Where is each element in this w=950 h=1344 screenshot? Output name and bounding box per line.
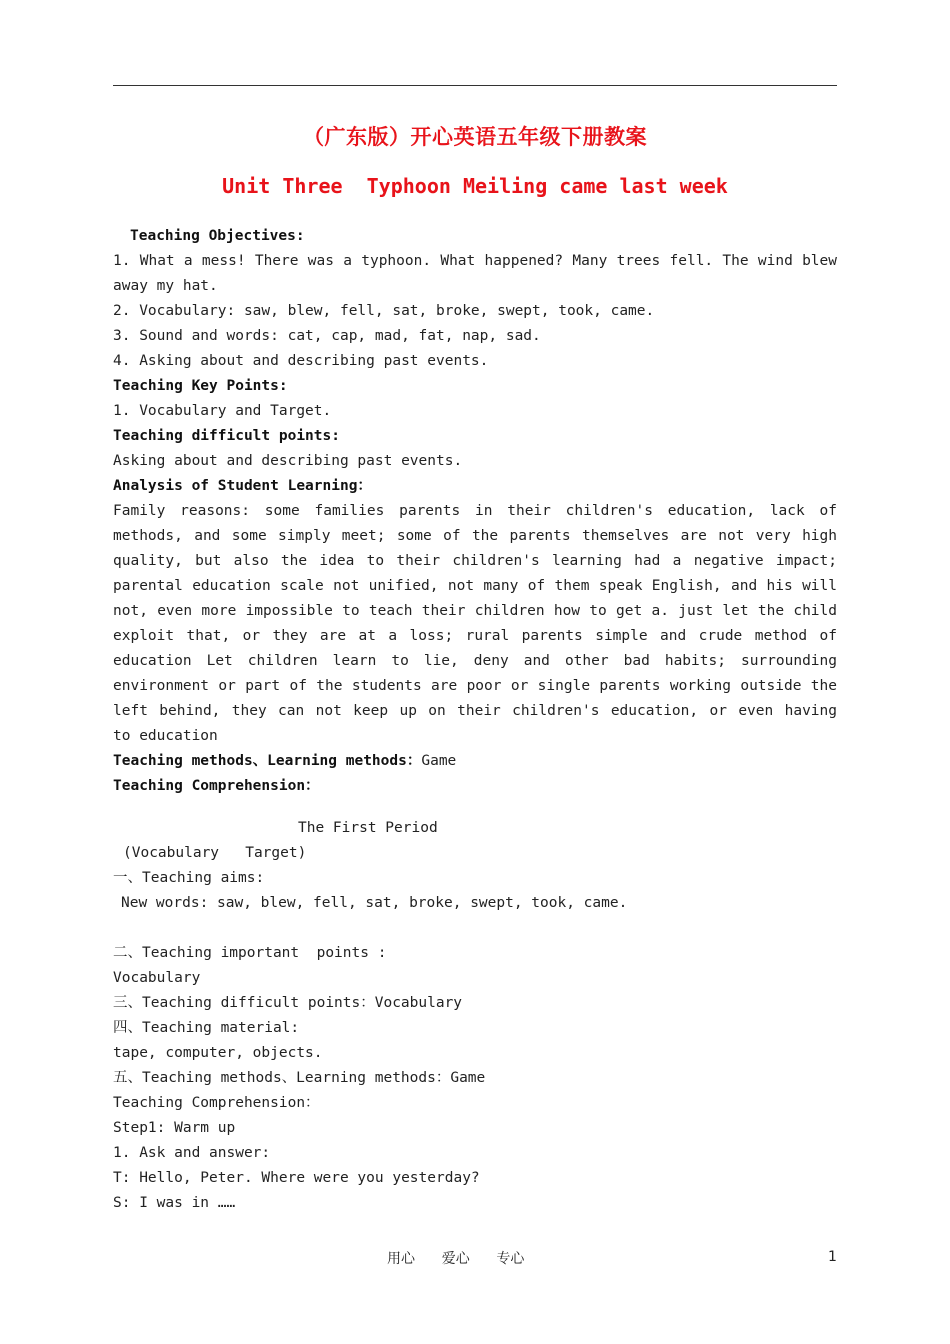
methods-line	[113, 749, 837, 774]
document-title-chinese: （广东版）开心英语五年级下册教案	[303, 125, 647, 149]
difficult-point-line: Asking about and describing past events.	[113, 453, 463, 469]
analysis-line: environment or part of the students are poor or single parents working outside the	[113, 678, 837, 694]
objective-line: 1. What a mess! There was a typhoon. What happened? Many trees fell. The wind blew	[113, 253, 837, 269]
difficult-points-heading: Teaching difficult points:	[113, 428, 340, 444]
key-point-line: 1. Vocabulary and Target.	[113, 403, 332, 419]
student-line: S: I was in ……	[113, 1195, 236, 1211]
objective-line: 2. Vocabulary: saw, blew, fell, sat, broke, swept, took, came.	[113, 303, 655, 319]
key-points-heading: Teaching Key Points:	[113, 378, 288, 394]
analysis-line: education Let children learn to lie, deny and other bad habits; surrounding	[113, 653, 837, 669]
methods-value: Game	[421, 753, 457, 769]
analysis-line: parental education scale not unified, not many of them speak English, and his will	[113, 578, 837, 594]
analysis-line: not, even more impossible to teach their children how to get a. just let the child	[113, 603, 837, 619]
comprehension-heading: Teaching Comprehension：	[113, 778, 320, 794]
period-title: The First Period	[298, 820, 438, 836]
aims-text: New words: saw, blew, fell, sat, broke, swept, took, came.	[121, 895, 628, 911]
objective-line: 3. Sound and words: cat, cap, mad, fat, nap, sad.	[113, 328, 541, 344]
period-comprehension: Teaching Comprehension：	[113, 1095, 320, 1111]
analysis-line: to education	[113, 728, 218, 744]
important-points-text: Vocabulary	[113, 970, 201, 986]
unit-title: Unit Three Typhoon Meiling came last week	[222, 174, 728, 198]
analysis-line: methods, and some simply meet; some of the parents themselves are not very high	[113, 528, 837, 544]
material-text: tape, computer, objects.	[113, 1045, 323, 1061]
spacer	[113, 799, 837, 816]
objective-line: 4. Asking about and describing past events.	[113, 353, 489, 369]
period-methods: 五、Teaching methods、Learning methods：Game	[113, 1070, 486, 1086]
document-body	[113, 224, 837, 1216]
aims-heading: 一、Teaching aims:	[113, 870, 265, 886]
objective-line: away my hat.	[113, 278, 218, 294]
header-rule	[113, 85, 837, 86]
methods-heading: Teaching methods、Learning methods：	[113, 753, 422, 769]
analysis-line: exploit that, or they are at a loss; rural parents simple and crude method of	[113, 628, 837, 644]
period-difficult-points: 三、Teaching difficult points：Vocabulary	[113, 995, 463, 1011]
page-number: 1	[828, 1249, 837, 1265]
objectives-heading: Teaching Objectives:	[130, 228, 305, 244]
analysis-line: Family reasons: some families parents in their children's education, lack of	[113, 503, 837, 519]
step1-line: Step1: Warm up	[113, 1120, 236, 1136]
material-heading: 四、Teaching material:	[113, 1020, 300, 1036]
ask-answer-line: 1. Ask and answer:	[113, 1145, 271, 1161]
period-subtitle: (Vocabulary Target)	[123, 845, 307, 861]
analysis-heading: Analysis of Student Learning：	[113, 478, 372, 494]
important-points-heading: 二、Teaching important points :	[113, 945, 387, 961]
teacher-line: T: Hello, Peter. Where were you yesterday?	[113, 1170, 480, 1186]
spacer	[113, 916, 837, 941]
analysis-line: quality, but also the idea to their children's learning had a negative impact;	[113, 553, 837, 569]
footer-motto: 用心 爱心 专心	[387, 1251, 525, 1267]
analysis-line: left behind, they can not keep up on their children's education, or even having	[113, 703, 837, 719]
